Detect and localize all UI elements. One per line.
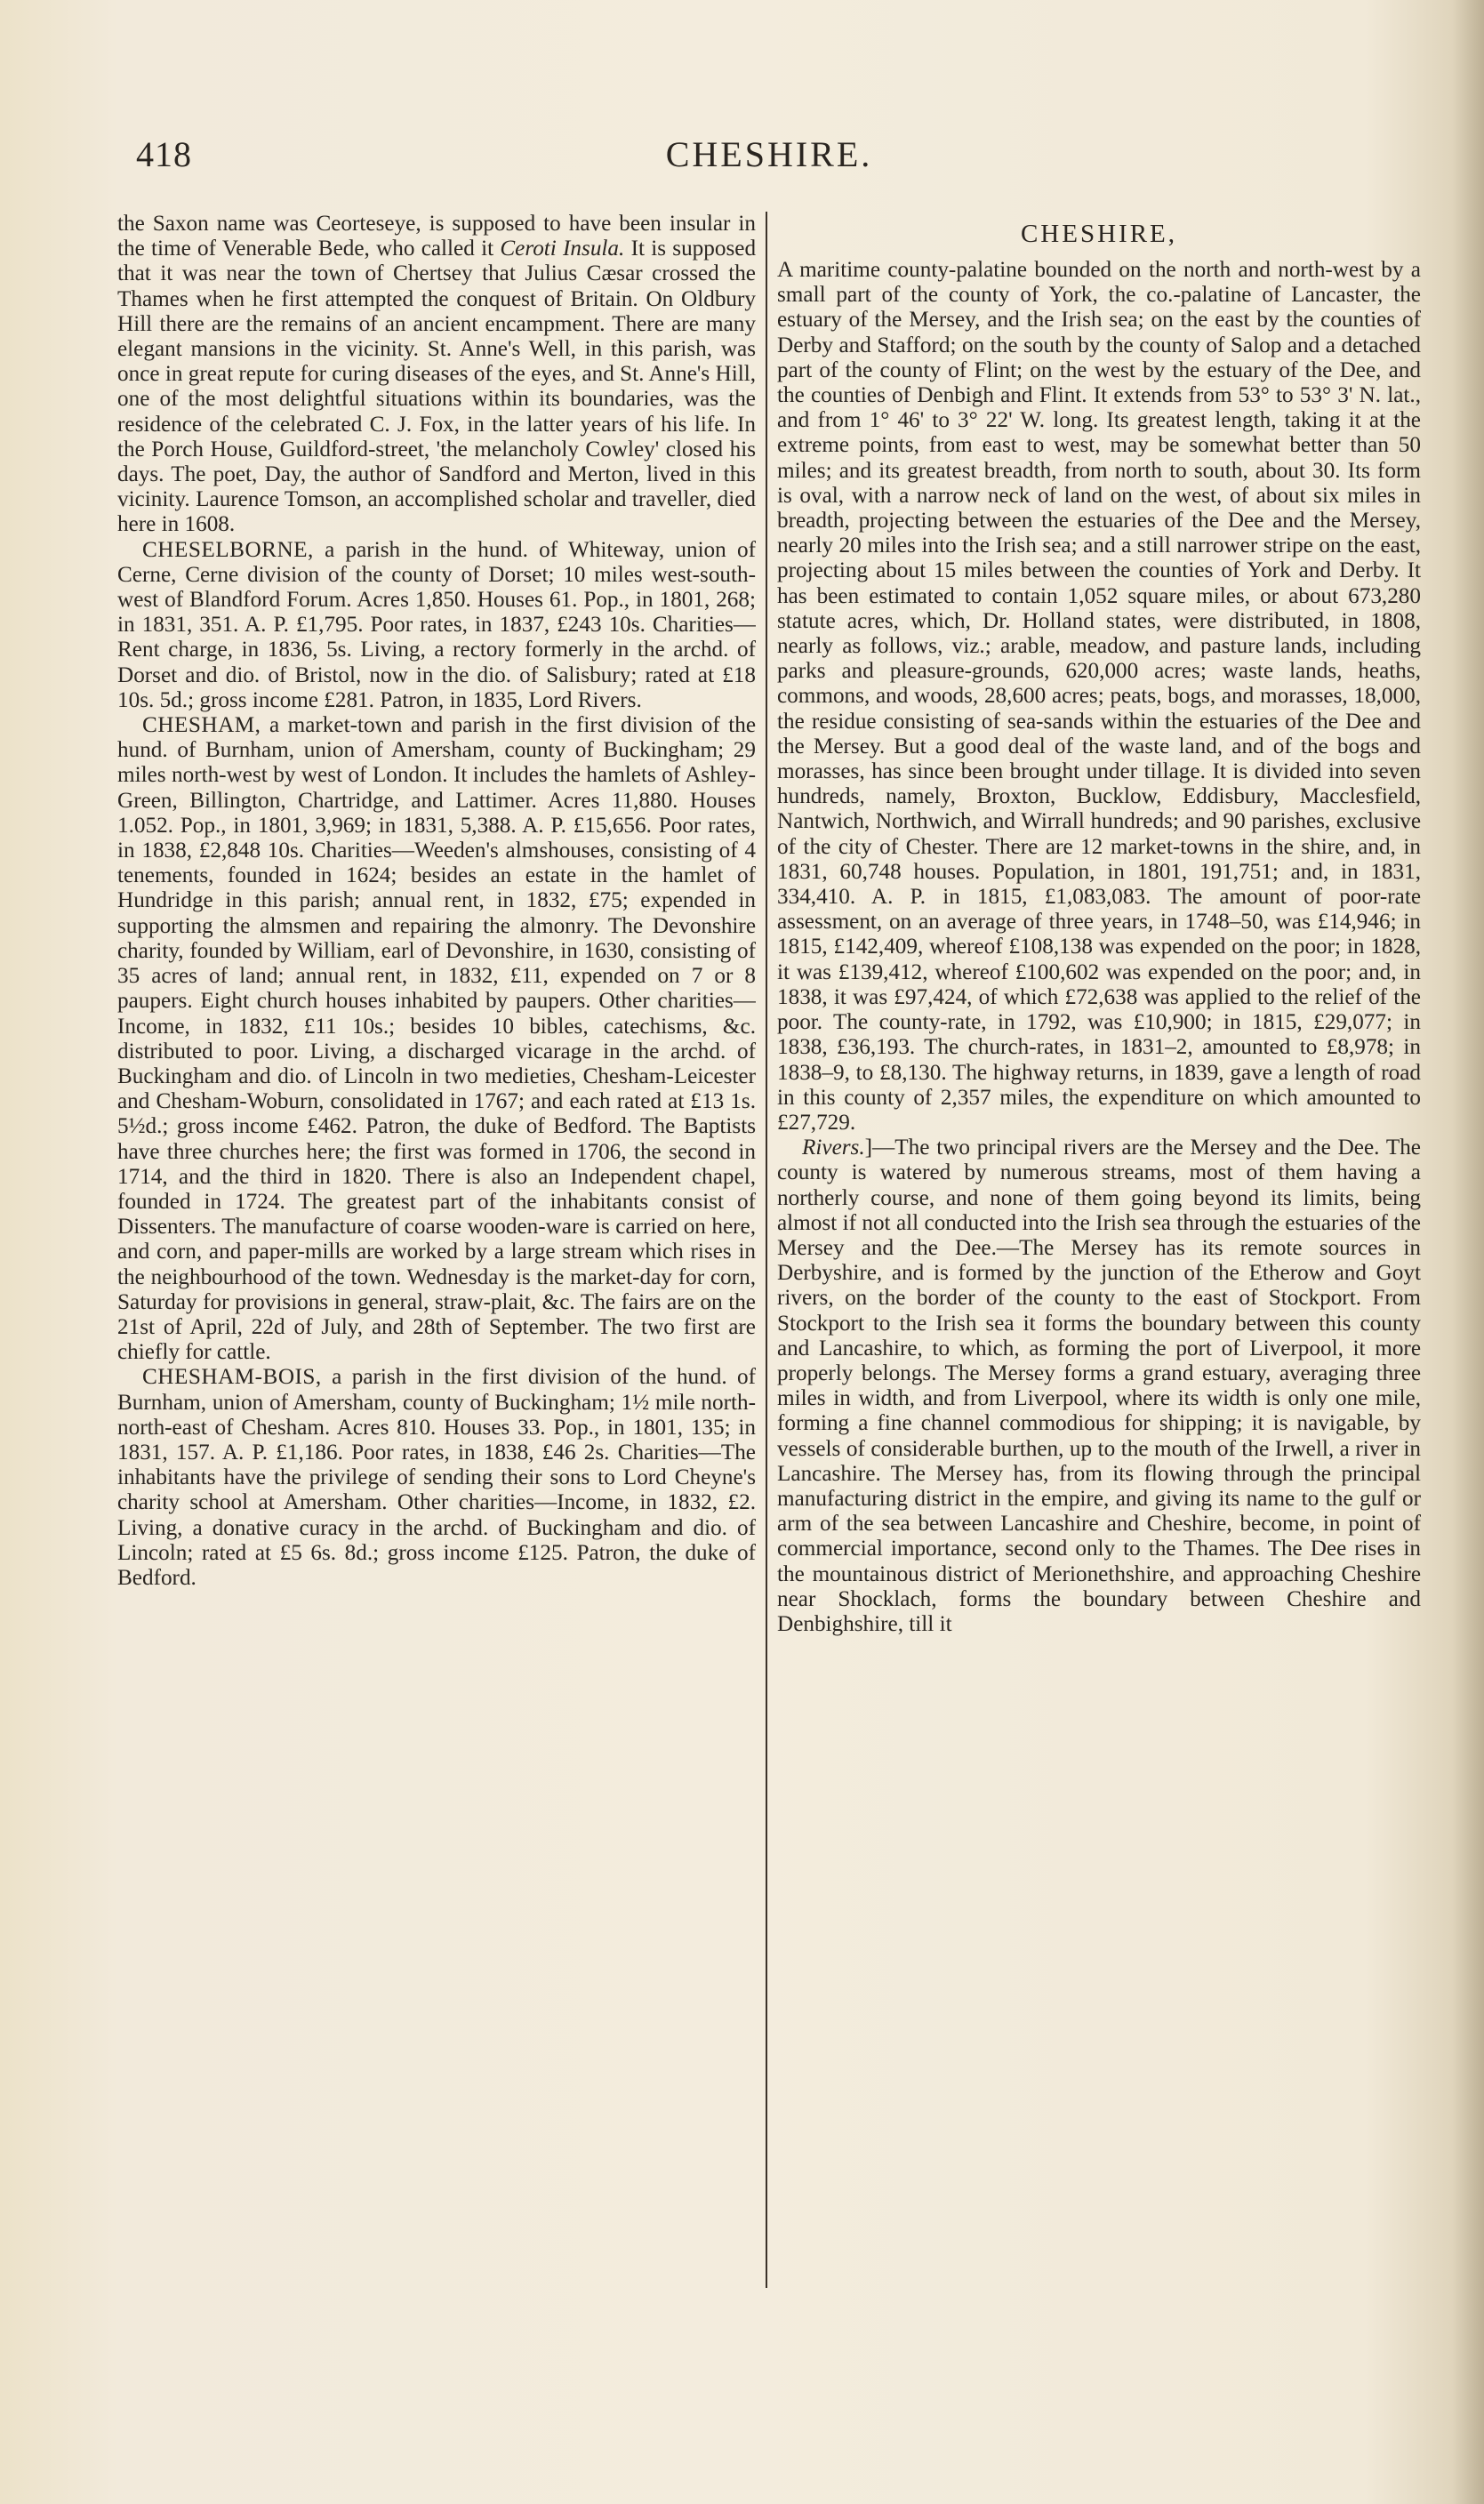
paragraph-cheshire-overview: A maritime county-palatine bounded on the north and north-west by a small part of the county of York, the co.-palatine of Lancaster, the estuary of the Mersey, and the Irish sea; on the east by the counties of Derby and Stafford; on the south by the county of Salop and a detached part of the county of Flint; on the west by the estuary of the Dee, and the counties of Denbigh and Flint. It extends from 53° to 53° 3' N. lat., and from 1° 46' to 3° 22' W. long. Its greatest length, taking it at the extreme points, from east to west, may be somewhat better than 50 miles; and its greatest breadth, from north to south, about 30. Its form is oval, with a narrow neck of land on the west, of about six miles in breadth, projecting between the estuaries of the Dee and the Mersey, nearly 20 miles into the Irish sea; and a still narrower stripe on the east, projecting about 15 miles between the counties of York and Derby. It has been estimated to contain 1,052 square miles, or about 673,280 statute acres, which, Dr. Holland states, were distributed, in 1808, nearly as follows, viz.; arable, meadow, and pasture lands, including parks and pleasure-grounds, 620,000 acres; waste lands, heaths, commons, and woods, 28,600 acres; peats, bogs, and morasses, 18,000, the residue consisting of sea-sands within the estuaries of the Dee and the Mersey. But a good deal of the waste land, and of the bogs and morasses, has since been brought under tillage. It is divided into seven hundreds, namely, Broxton, Bucklow, Eddisbury, Macclesfield, Nantwich, Northwich, and Wirrall hundreds; and 90 parishes, exclusive of the city of Chester. There are 12 market-towns in the shire, and, in 1831, 60,748 houses. Population, in 1801, 191,751; and, in 1831, 334,410. A. P. in 1815, £1,083,083. The amount of poor-rate assessment, on an average of three years, in 1748–50, was £14,946; in 1815, £142,409, whereof £108,138 was expended on the poor; in 1828, it was £139,412, whereof £100,602 was expended on the poor; and, in 1838, it was £97,424, of which £72,638 was applied to the relief of the poor. The county-rate, in 1792, was £10,900; in 1815, £29,077; in 1838, £36,193. The church-rates, in 1831–2, amounted to £8,978; in 1838–9, to £8,130. The highway returns, in 1839, gave a length of road in this county of 2,357 miles, the expenditure on which amounted to £27,729. xyxy=(777,258,1421,1135)
latin-name: Ceroti Insula. xyxy=(500,237,625,261)
entry-headword: CHESHAM-BOIS, xyxy=(142,1365,322,1390)
entry-cheselborne: CHESELBORNE, a parish in the hund. of Whiteway, union of Cerne, Cerne division of the county of Dorset; 10 miles west-south-west of Blandford Forum. Acres 1,850. Houses 61. Pop., in 1801, 268; in 1831, 351. A. P. £1,795. Poor rates, in 1837, £243 10s. Charities—Rent charge, in 1836, 5s. Living, a rectory formerly in the archd. of Dorset and dio. of Bristol, now in the dio. of Salisbury; rated at £18 10s. 5d.; gross income £281. Patron, in 1835, Lord Rivers. xyxy=(117,537,756,712)
left-column xyxy=(117,212,756,2283)
entry-headword: CHESELBORNE, xyxy=(142,537,314,562)
entry-headword: CHESHAM, xyxy=(142,713,261,738)
column-divider xyxy=(766,212,767,2288)
entry-chesham-bois: CHESHAM-BOIS, a parish in the first division of the hund. of Burnham, union of Amersham, county of Buckingham; 1½ mile north-north-east of Chesham. Acres 810. Houses 33. Pop., in 1801, 135; in 1831, 157. A. P. £1,186. Poor rates, in 1838, £46 2s. Charities—The inhabitants have the privilege of sending their sons to Lord Cheyne's charity school at Amersham. Other charities—Income, in 1832, £2. Living, a donative curacy in the archd. of Buckingham and dio. of Lincoln; rated at £5 6s. 8d.; gross income £125. Patron, the duke of Bedford. xyxy=(117,1365,756,1590)
section-title: CHESHIRE, xyxy=(1020,220,1178,248)
right-column xyxy=(777,212,1421,2283)
subsection-label: Rivers. xyxy=(802,1136,865,1160)
paragraph-chertsey-continued: the Saxon name was Ceorteseye, is supposed to have been insular in the time of Venerable Bede, who called it Ceroti Insula. It is supposed that it was near the town of Chertsey that Julius Cæsar crossed the Thames when he first attempted the conquest of Britain. On Oldbury Hill there are the remains of an ancient encampment. There are many elegant mansions in the vicinity. St. Anne's Well, in this parish, was once in great repute for curing diseases of the eyes, and St. Anne's Hill, one of the most delightful situations within its boundaries, was the residence of the celebrated C. J. Fox, in the latter years of his life. In the Porch House, Guildford-street, 'the melancholy Cowley' closed his days. The poet, Day, the author of Sandford and Merton, lived in this vicinity. Laurence Tomson, an accomplished scholar and traveller, died here in 1608. xyxy=(117,212,756,537)
page-number: 418 xyxy=(136,134,192,174)
paragraph-rivers: Rivers.]—The two principal rivers are the Mersey and the Dee. The county is watered by numerous streams, most of them having a northerly course, and none of them going beyond its limits, being almost if not all conducted into the Irish sea through the estuaries of the Mersey and the Dee.—The Mersey has its remote sources in Derbyshire, and is formed by the junction of the Etherow and Goyt rivers, on the border of the county to the east of Stockport. From Stockport to the Irish sea it forms the boundary between this county and Lancashire, to which, as forming the port of Liverpool, it more properly belongs. The Mersey forms a grand estuary, averaging three miles in width, and from Liverpool, where its width is only one mile, forming a fine channel commodious for shipping; it is navigable, by vessels of considerable burthen, up to the mouth of the Irwell, a river in Lancashire. The Mersey has, from its flowing through the principal manufacturing district in the empire, and giving its name to the gulf or arm of the sea between Lancashire and Cheshire, become, in point of commercial importance, second only to the Thames. The Dee rises in the mountainous district of Merionethshire, and approaching Cheshire near Shocklach, forms the boundary between Cheshire and Denbighshire, till it xyxy=(777,1136,1421,1636)
page-header xyxy=(120,133,1418,187)
page-edge-shadow xyxy=(1452,0,1484,2504)
running-head: CHESHIRE. xyxy=(665,134,873,174)
entry-chesham: CHESHAM, a market-town and parish in the first division of the hund. of Burnham, union of Amersham, county of Buckingham; 29 miles north-west by west of London. It includes the hamlets of Ashley-Green, Billington, Chartridge, and Lattimer. Acres 11,880. Houses 1.052. Pop., in 1801, 3,969; in 1831, 5,388. A. P. £15,656. Poor rates, in 1838, £2,848 10s. Charities—Weeden's almshouses, consisting of 4 tenements, founded in 1624; besides an estate in the hamlet of Hundridge in this parish; annual rent, in 1832, £75; expended in supporting the almsmen and repairing the almonry. The Devonshire charity, founded by William, earl of Devonshire, in 1630, consisting of 35 acres of land; annual rent, in 1832, £11, expended on 7 or 8 paupers. Eight church houses inhabited by paupers. Other charities—Income, in 1832, £11 10s.; besides 10 bibles, catechisms, &c. distributed to poor. Living, a discharged vicarage in the archd. of Buckingham and dio. of Lincoln in two medieties, Chesham-Leicester and Chesham-Woburn, consolidated in 1767; and each rated at £13 1s. 5½d.; gross income £462. Patron, the duke of Bedford. The Baptists have three churches here; the first was formed in 1706, the second in 1714, and the third in 1820. There is also an Independent chapel, founded in 1724. The greatest part of the inhabitants consist of Dissenters. The manufacture of coarse wooden-ware is carried on here, and corn, and paper-mills are worked by a large stream which rises in the neighbourhood of the town. Wednesday is the market-day for corn, Saturday for provisions in general, straw-plait, &c. The fairs are on the 21st of April, 22d of July, and 28th of September. The two first are chiefly for cattle. xyxy=(117,713,756,1365)
